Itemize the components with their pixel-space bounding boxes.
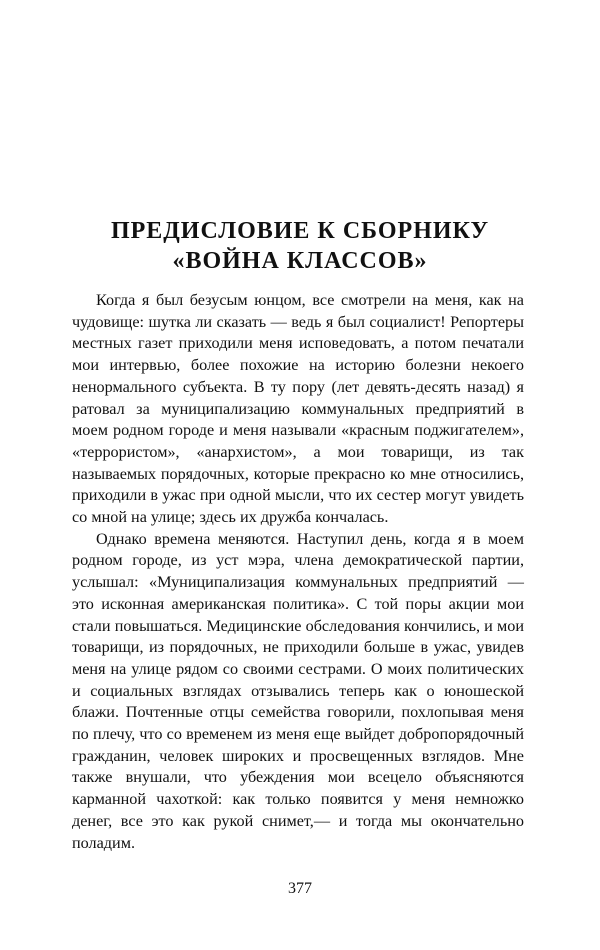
chapter-title-line-2: «ВОЙНА КЛАССОВ» xyxy=(172,248,428,274)
chapter-title xyxy=(60,216,540,276)
page-number: 377 xyxy=(288,880,312,897)
paragraph: Когда я был безусым юнцом, все смотрели на меня, как на чудовище: шутка ли сказать — ведь я был социалист! Репортеры местных газет приходили меня исповедовать, а потом печатали мои интервью, более похожие на историю болезни некоего ненормального субъекта. В ту пору (лет девять-десять назад) я ратовал за муниципализацию коммунальных предприятий в моем родном городе и меня называли «красным поджигателем», «террористом», «анархистом», а мои товарищи, из так называемых порядочных, которые прекрасно ко мне относились, приходили в ужас при одной мысли, что их сестер могут увидеть со мной на улице; здесь их дружба кончалась. xyxy=(72,291,524,527)
body-text xyxy=(72,290,524,854)
chapter-title-line-1: ПРЕДИСЛОВИЕ К СБОРНИКУ xyxy=(110,218,490,244)
paragraph: Однако времена меняются. Наступил день, когда я в моем родном городе, из уст мэра, члена демократической партии, услышал: «Муниципализация коммунальных предприятий — это исконная американская политика». С той поры акции мои стали повышаться. Медицинские обследования кончились, и мои товарищи, из порядочных, не приходили больше в ужас, увидев меня на улице рядом со своими сестрами. О моих политических и социальных взглядах отзывались теперь как о юношеской блажи. Почтенные отцы семейства говорили, похлопывая меня по плечу, что со временем из меня еще выйдет добропорядочный гражданин, человек широких и просвещенных взглядов. Мне также внушали, что убеждения мои всецело объясняются карманной чахоткой: как только появится у меня немножко денег, все это как рукой снимет,— и тогда мы окончательно поладим. xyxy=(72,529,524,852)
